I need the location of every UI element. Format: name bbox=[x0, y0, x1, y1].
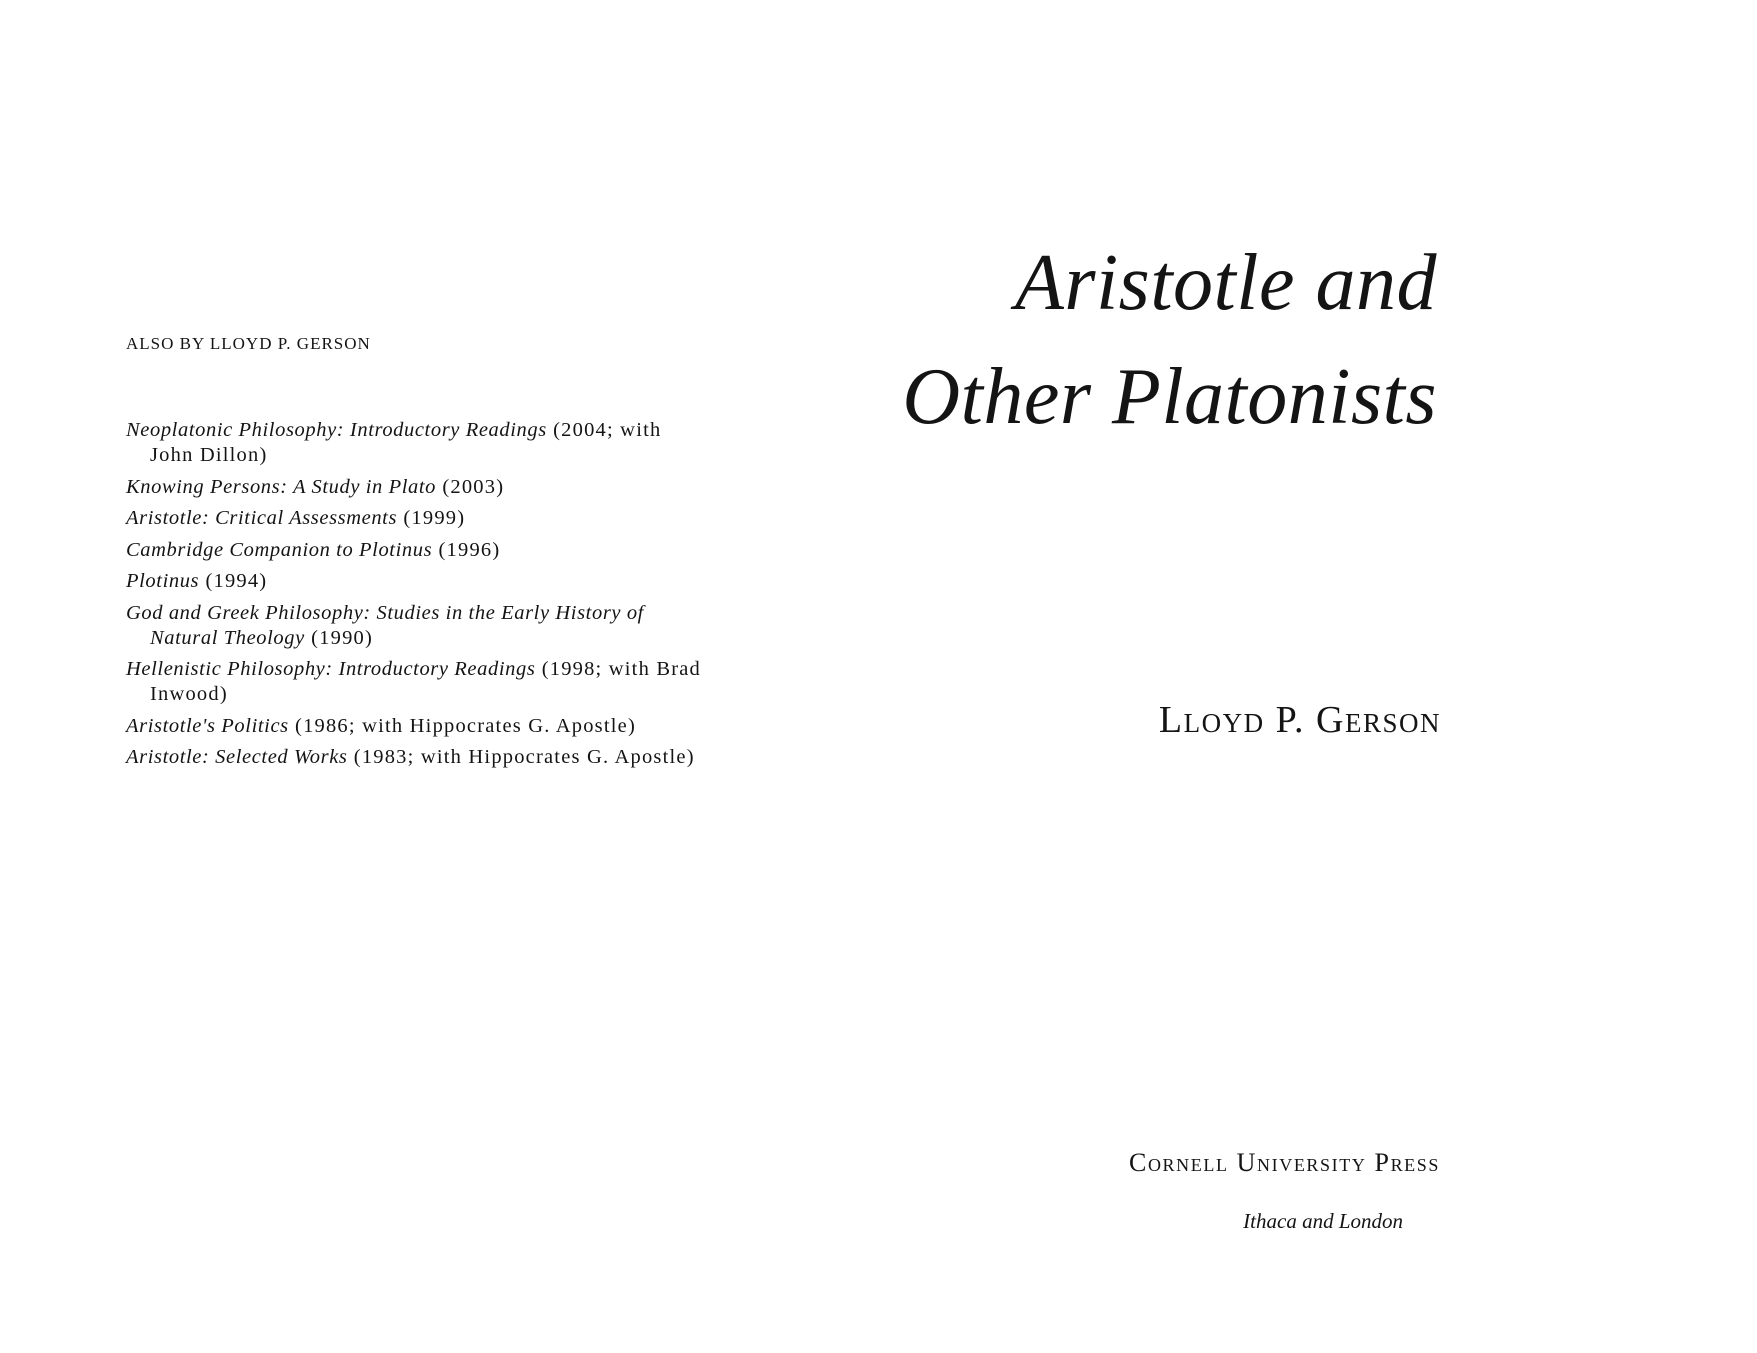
title-line-2: Other Platonists bbox=[902, 353, 1437, 441]
book-list-item bbox=[126, 506, 706, 531]
book-title: Cambridge Companion to Plotinus bbox=[126, 538, 433, 561]
title-line-1: Aristotle and bbox=[1014, 239, 1437, 327]
book-list-item bbox=[126, 418, 706, 468]
publication-place: Ithaca and London bbox=[1243, 1209, 1403, 1233]
book-title: Hellenistic Philosophy: Introductory Readings bbox=[126, 658, 536, 680]
book-list-item bbox=[126, 745, 706, 770]
book-list-item bbox=[126, 475, 706, 500]
publisher-name: Cornell University Press bbox=[1129, 1148, 1440, 1177]
book-note: (1983; with Hippocrates G. Apostle) bbox=[347, 746, 695, 768]
book-list-item bbox=[126, 538, 706, 563]
book-title: God and Greek Philosophy: Studies in the Early History of Natural Theology bbox=[126, 601, 644, 649]
book-title-heading bbox=[902, 226, 1437, 454]
book-list bbox=[126, 418, 706, 777]
book-note: (1999) bbox=[397, 507, 466, 529]
book-list-item bbox=[126, 601, 706, 651]
book-title: Neoplatonic Philosophy: Introductory Readings bbox=[126, 419, 547, 441]
author-name: Lloyd P. Gerson bbox=[1158, 699, 1441, 741]
also-by-heading: ALSO BY LLOYD P. GERSON bbox=[126, 334, 371, 353]
book-note: (1994) bbox=[199, 570, 268, 592]
book-list-item bbox=[126, 569, 706, 594]
book-note: (2003) bbox=[436, 475, 505, 498]
book-note: (1990) bbox=[304, 626, 373, 649]
book-title: Plotinus bbox=[126, 570, 200, 592]
book-title: Aristotle: Critical Assessments bbox=[126, 507, 398, 529]
book-title: Aristotle's Politics bbox=[126, 714, 289, 737]
book-note: (1996) bbox=[432, 538, 501, 561]
book-note: (1986; with Hippocrates G. Apostle) bbox=[288, 714, 636, 737]
book-list-item bbox=[126, 714, 706, 739]
book-note: (1998; with Brad Inwood) bbox=[150, 658, 701, 705]
book-list-item bbox=[126, 657, 706, 707]
book-note: (2004; with John Dillon) bbox=[150, 419, 662, 466]
left-page bbox=[0, 0, 878, 1353]
right-page bbox=[878, 0, 1757, 1353]
book-title: Aristotle: Selected Works bbox=[126, 746, 348, 768]
book-title: Knowing Persons: A Study in Plato bbox=[126, 475, 437, 498]
